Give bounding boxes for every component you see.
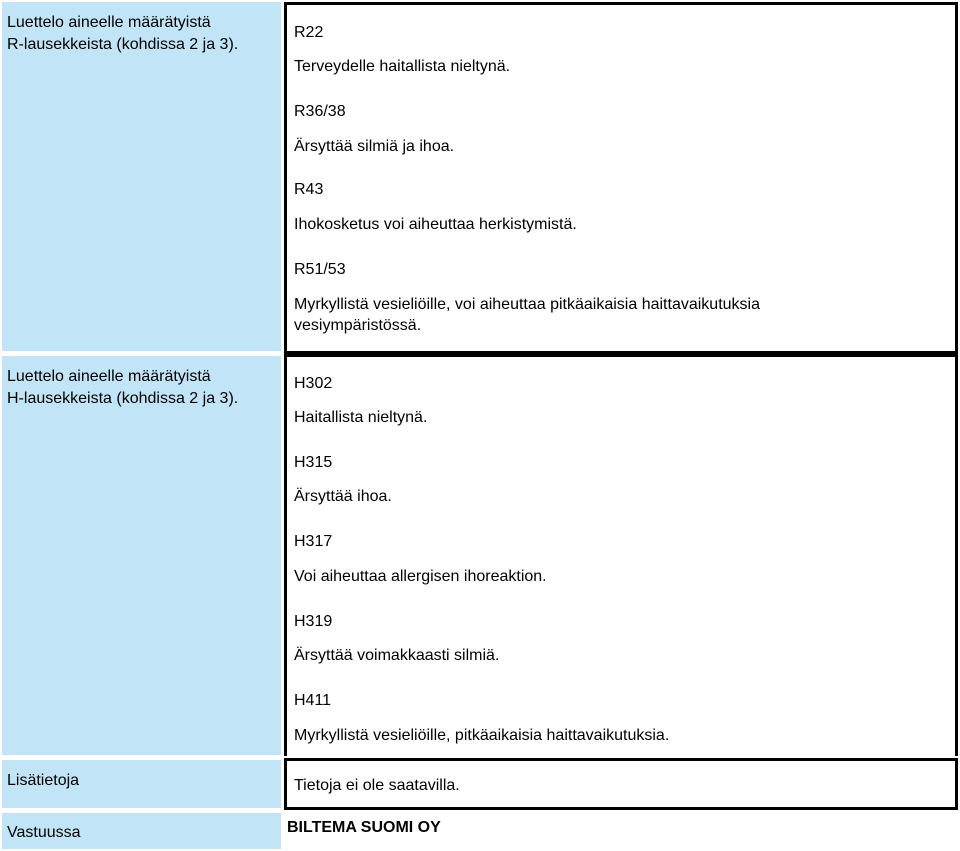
h-phrase-desc-wrap xyxy=(294,647,499,665)
additional-info-value: Tietoja ei ole saatavilla. xyxy=(294,777,460,794)
r-phrase-item xyxy=(294,24,323,42)
h-phrase-code: H315 xyxy=(294,454,333,471)
r-phrase-desc-wrap xyxy=(294,216,577,234)
h-phrase-item xyxy=(294,454,332,472)
responsible-value: BILTEMA SUOMI OY xyxy=(287,819,441,836)
r-phrase-desc-line2: vesiympäristössä. xyxy=(294,317,422,334)
responsible-label: Vastuussa xyxy=(7,824,81,841)
r-phrase-desc-wrap xyxy=(294,138,454,156)
r-phrase-item xyxy=(294,261,346,279)
h-phrases-label-line1: Luettelo aineelle määrätyistä xyxy=(7,368,211,385)
h-phrase-code: H302 xyxy=(294,375,333,392)
r-phrase-desc-line1: Myrkyllistä vesieliöille, voi aiheuttaa pitkäaikaisia haittavaikutuksia xyxy=(294,296,760,313)
r-phrase-desc-wrap xyxy=(294,294,760,336)
h-phrase-item xyxy=(294,533,332,551)
r-phrase-desc: Ärsyttää silmiä ja ihoa. xyxy=(294,138,455,155)
additional-info-content-cell xyxy=(284,758,958,810)
r-phrase-desc: Ihokosketus voi aiheuttaa herkistymistä. xyxy=(294,216,577,233)
h-phrase-desc-wrap xyxy=(294,488,392,506)
additional-info-label-cell xyxy=(2,760,281,808)
h-phrase-desc: Myrkyllistä vesieliöille, pitkäaikaisia haittavaikutuksia. xyxy=(294,727,670,744)
h-phrase-desc-wrap xyxy=(294,568,547,586)
r-phrase-item xyxy=(294,181,323,199)
h-phrase-code: H317 xyxy=(294,533,333,550)
h-phrase-desc: Ärsyttää ihoa. xyxy=(294,488,392,505)
r-phrase-code: R43 xyxy=(294,181,324,198)
r-phrase-code: R36/38 xyxy=(294,103,346,120)
r-phrases-label-line1: Luettelo aineelle määrätyistä xyxy=(7,14,211,31)
r-phrase-code: R51/53 xyxy=(294,261,346,278)
r-phrase-item xyxy=(294,103,346,121)
h-phrase-item xyxy=(294,375,332,393)
h-phrases-content-cell xyxy=(284,354,958,756)
h-phrase-desc: Ärsyttää voimakkaasti silmiä. xyxy=(294,647,500,664)
r-phrase-desc-wrap xyxy=(294,58,510,76)
r-phrase-code: R22 xyxy=(294,24,324,41)
r-phrases-content-cell xyxy=(284,2,958,354)
r-phrases-label-cell xyxy=(2,2,281,351)
h-phrase-code: H411 xyxy=(294,692,332,709)
h-phrase-desc-wrap xyxy=(294,727,669,745)
h-phrases-label-cell xyxy=(2,356,281,755)
h-phrase-code: H319 xyxy=(294,613,333,630)
h-phrases-label-line2: H-lausekkeista (kohdissa 2 ja 3). xyxy=(7,390,239,407)
h-phrase-item xyxy=(294,613,332,631)
r-phrases-label-line2: R-lausekkeista (kohdissa 2 ja 3). xyxy=(7,36,239,53)
additional-info-label: Lisätietoja xyxy=(7,772,80,789)
h-phrase-desc: Haitallista nieltynä. xyxy=(294,409,428,426)
responsible-label-cell xyxy=(2,813,281,849)
h-phrase-item xyxy=(294,692,331,710)
h-phrase-desc-wrap xyxy=(294,409,427,427)
h-phrase-desc: Voi aiheuttaa allergisen ihoreaktion. xyxy=(294,568,547,585)
r-phrase-desc: Terveydelle haitallista nieltynä. xyxy=(294,58,511,75)
